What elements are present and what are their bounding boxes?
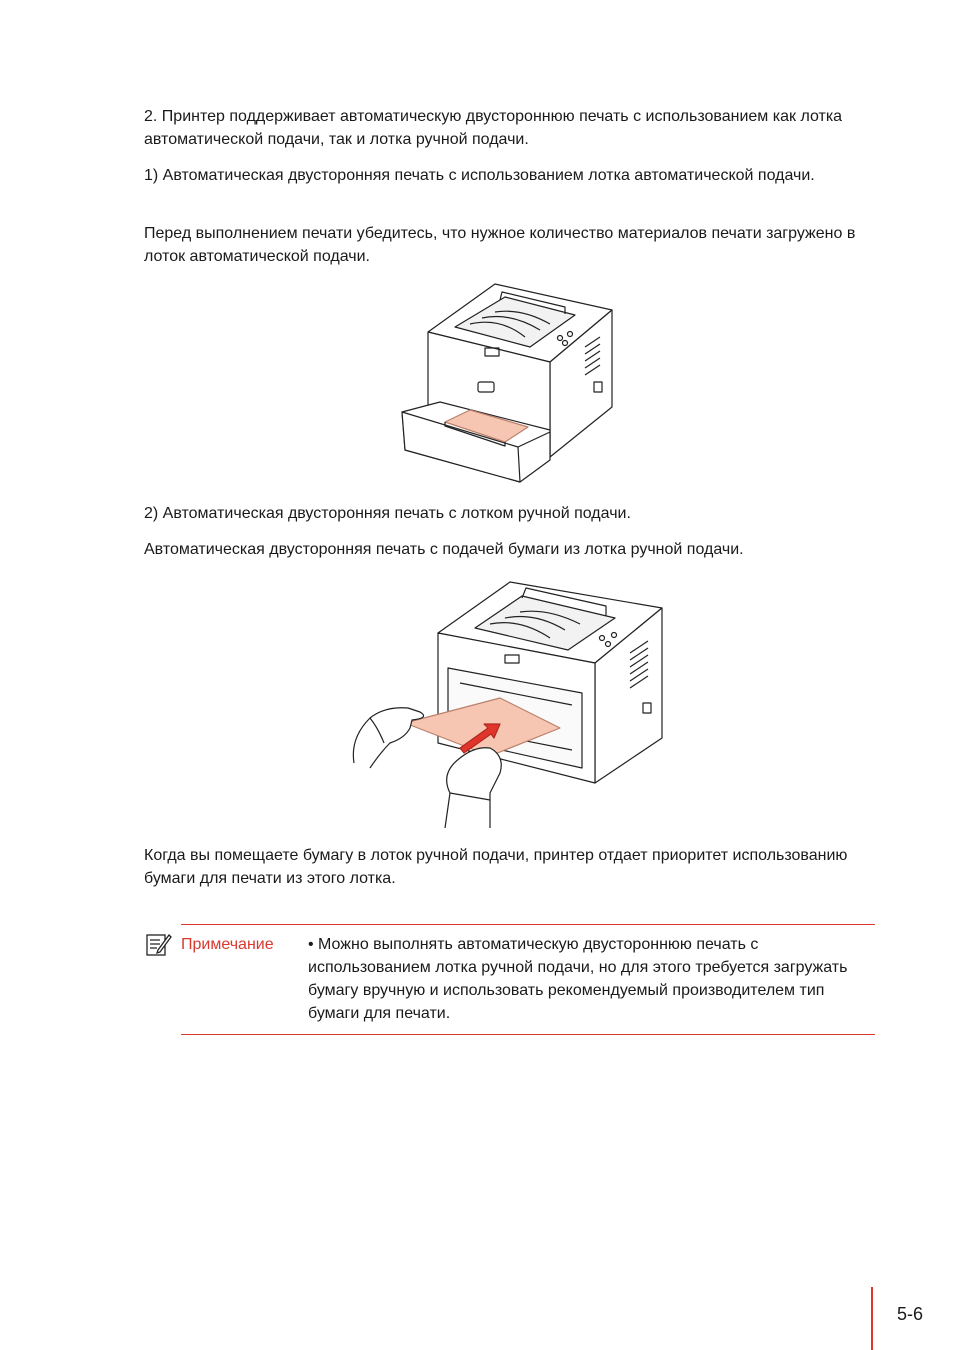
note-bottom-divider xyxy=(181,1034,875,1035)
note-top-divider xyxy=(181,924,875,925)
note-pencil-icon xyxy=(144,930,172,958)
note-label: Примечание xyxy=(181,936,274,953)
page-number: 5-6 xyxy=(897,1304,924,1324)
paragraph-auto-tray-heading: 1) Автоматическая двусторонняя печать с использованием лотка автоматической подачи. xyxy=(144,167,815,184)
paragraph-manual-tray-desc: Автоматическая двусторонняя печать с подачей бумаги из лотка ручной подачи. xyxy=(144,541,744,558)
printer-auto-tray-illustration xyxy=(400,282,620,487)
paragraph-manual-tray-heading: 2) Автоматическая двусторонняя печать с лотком ручной подачи. xyxy=(144,505,631,522)
printer-manual-feed-illustration xyxy=(350,578,670,833)
paragraph-manual-tray-priority: Когда вы помещаете бумагу в лоток ручной подачи, принтер отдает приоритет использованию бумаги для печати из этого лотка. xyxy=(144,847,848,887)
paragraph-auto-tray-check: Перед выполнением печати убедитесь, что нужное количество материалов печати загружено в лоток автоматической подачи. xyxy=(144,225,856,265)
paragraph-duplex-support: 2. Принтер поддерживает автоматическую двустороннюю печать с использованием как лотка автоматической подачи, так и лотка ручной подачи. xyxy=(144,108,843,148)
note-text: • Можно выполнять автоматическую двустороннюю печать с использованием лотка ручной подачи, но для этого требуется загружать бумагу вручную и использовать рекомендуемый производителем тип бумаги для печати. xyxy=(308,936,848,1022)
page-number-divider xyxy=(871,1287,873,1350)
